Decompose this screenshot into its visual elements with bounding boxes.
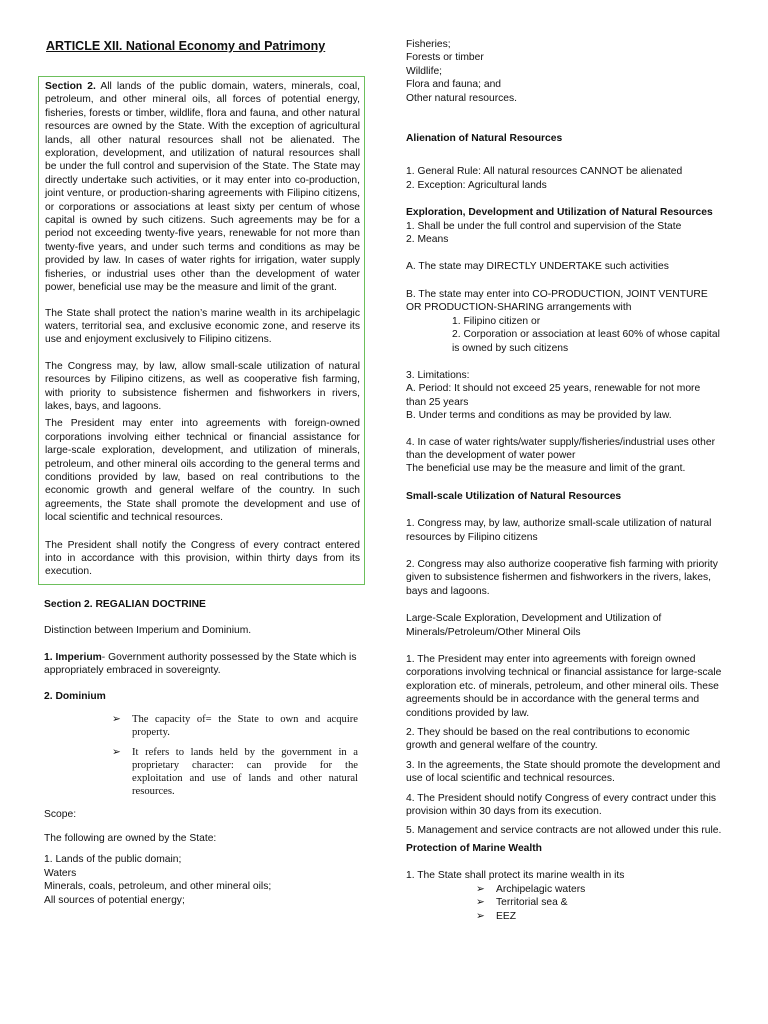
largescale-item: 1. The President may enter into agreements with foreign owned corporations involving technical or financial assistance for large-scale exploration etc. of minerals, petroleum, and other mineral oils. These agreements should be in accordance with the general terms and conditions provided by law.	[406, 654, 722, 719]
item-b: B. The state may enter into CO-PRODUCTION, JOINT VENTURE OR PRODUCTION-SHARING arrangements with	[406, 288, 708, 314]
owned-label: The following are owned by the State:	[44, 833, 217, 845]
dominium-bullet-text: The capacity of= the State to own and acquire property.	[132, 713, 358, 738]
imperium-label: 1. Imperium	[44, 651, 102, 663]
marine-bullet-text: Territorial sea &	[496, 897, 568, 909]
marine-wealth-paragraph: The State shall protect the nation’s marine wealth in its archipelagic waters, territorial sea, and exclusive economic zone, and reserve its use and enjoyment exclusively to Filipino citizens.	[45, 307, 360, 346]
largescale-item: 4. The President should notify Congress of every contract under this provision within 30 days from its execution.	[406, 792, 717, 818]
section-2-text-box	[38, 76, 365, 585]
article-title: ARTICLE XII. National Economy and Patrimony	[46, 39, 326, 53]
item-4-line-2: The beneficial use may be the measure and limit of the grant.	[406, 463, 686, 475]
resource-item: Fisheries;	[406, 39, 451, 50]
limitations-label: 3. Limitations:	[406, 369, 470, 381]
distinction-text: Distinction between Imperium and Dominium.	[44, 625, 252, 637]
regalian-heading: Section 2. REGALIAN DOCTRINE	[44, 598, 206, 610]
smallscale-item: 1. Congress may, by law, authorize small-scale utilization of natural resources by Filipino citizens	[406, 518, 712, 543]
largescale-item: 5. Management and service contracts are not allowed under this rule.	[406, 825, 722, 837]
alienation-item: 2. Exception: Agricultural lands	[406, 179, 547, 191]
scope-label: Scope:	[44, 808, 77, 820]
alienation-heading: Alienation of Natural Resources	[406, 133, 563, 145]
largescale-item: 2. They should be based on the real contributions to economic growth and general welfare of the country.	[406, 727, 690, 752]
limitations-a: A. Period: It should not exceed 25 years, renewable for not more than 25 years	[406, 383, 701, 408]
right-column	[406, 38, 722, 923]
marine-item: 1. The State shall protect its marine wealth in its	[406, 870, 625, 882]
marine-bullet	[406, 883, 722, 896]
smallscale-item: 2. Congress may also authorize cooperative fish farming with priority given to subsistence fishermen and fishworkers in the rivers, lakes, bays and lagoons.	[406, 558, 718, 597]
resource-item: Flora and fauna; and	[406, 79, 502, 91]
imperium-text: - Government authority possessed by the State which is appropriately embraced in sovereignty.	[44, 651, 357, 677]
smallscale-heading: Small-scale Utilization of Natural Resources	[406, 490, 622, 502]
item-a: A. The state may DIRECTLY UNDERTAKE such activities	[406, 261, 669, 273]
owned-item: Waters	[44, 867, 77, 879]
marine-bullet	[406, 896, 722, 909]
president-notify-paragraph: The President shall notify the Congress of every contract entered into in accordance with this provision, within thirty days from its execution.	[45, 539, 360, 578]
arrow-bullet-icon: ➢	[476, 897, 485, 909]
marine-bullet-text: EEZ	[496, 910, 517, 922]
exploration-item: 2. Means	[406, 234, 449, 246]
section-2-paragraph	[45, 80, 360, 295]
arrow-bullet-icon: ➢	[112, 747, 121, 759]
dominium-bullet	[112, 714, 358, 740]
item-4-line-1: 4. In case of water rights/water supply/fisheries/industrial uses other than the development of water power	[406, 436, 716, 461]
exploration-item: 1. Shall be under the full control and supervision of the State	[406, 220, 682, 232]
resource-item: Forests or timber	[406, 52, 484, 64]
arrow-bullet-icon: ➢	[476, 910, 485, 922]
left-column	[44, 38, 362, 907]
marine-heading: Protection of Marine Wealth	[406, 842, 542, 854]
item-b-sub: 2. Corporation or association at least 60% of whose capital is owned by such citizens	[452, 329, 720, 354]
owned-item: All sources of potential energy;	[44, 894, 185, 906]
section-2-text: All lands of the public domain, waters, minerals, coal, petroleum, and other mineral oils, all forces of potential energy, fisheries, forests or timber, wildlife, flora and fauna, and other natural resources are owned by the State. With the exception of agricultural lands, all other natural resources shall not be alienated. The exploration, development, and utilization of natural resources shall be under the full control and supervision of the State. The State may directly undertake such activities, or it may enter into co-production, joint venture, or production-sharing agreements with Filipino citizens, or corporations or associations at least sixty per centum of whose capital is owned by such citizens. Such agreements may be for a period not exceeding twenty-five years, renewable for not more than twenty-five years, and under such terms and conditions as may be provided by law. In cases of water rights for irrigation, water supply fisheries, or industrial uses other than the development of water power, beneficial use may be the measure and limit of the grant.	[45, 81, 361, 294]
resource-item: Other natural resources.	[406, 92, 518, 104]
dominium-label: 2. Dominium	[44, 691, 106, 703]
arrow-bullet-icon: ➢	[112, 713, 121, 725]
marine-bullet-text: Archipelagic waters	[496, 883, 586, 895]
dominium-bullet	[112, 747, 358, 798]
owned-item: Minerals, coals, petroleum, and other mineral oils;	[44, 881, 272, 893]
alienation-item: 1. General Rule: All natural resources CANNOT be alienated	[406, 166, 683, 178]
largescale-heading: Large-Scale Exploration, Development and Utilization of Minerals/Petroleum/Other Mineral Oils	[406, 613, 662, 638]
president-agreements-paragraph: The President may enter into agreements with foreign-owned corporations involving either technical or financial assistance for large-scale exploration, development, and utilization of minerals, petroleum, and other mineral oils according to the general terms and conditions provided by law, based on real contributions to the economic growth and general welfare of the country. In such agreements, the State shall promote the development and use of local scientific and technical resources.	[45, 418, 360, 524]
item-b-sub: 1. Filipino citizen or	[452, 315, 541, 327]
section-2-label: Section 2.	[45, 81, 96, 92]
owned-item: 1. Lands of the public domain;	[44, 854, 182, 866]
small-scale-paragraph: The Congress may, by law, allow small-scale utilization of natural resources by Filipino citizens, as well as cooperative fish farming, with priority to subsistence fishermen and fishworkers in rivers, lakes, bays, and lagoons.	[45, 360, 360, 412]
dominium-bullet-text: It refers to lands held by the government in a proprietary character: can provide for the exploitation and use of lands and other natural resources.	[132, 747, 358, 797]
largescale-item: 3. In the agreements, the State should promote the development and use of local scientific and technical resources.	[406, 759, 721, 785]
resource-item: Wildlife;	[406, 65, 443, 77]
exploration-heading: Exploration, Development and Utilization of Natural Resources	[406, 207, 713, 219]
imperium-paragraph	[44, 651, 362, 678]
limitations-b: B. Under terms and conditions as may be provided by law.	[406, 410, 672, 422]
marine-bullet	[406, 910, 722, 923]
arrow-bullet-icon: ➢	[476, 883, 485, 895]
